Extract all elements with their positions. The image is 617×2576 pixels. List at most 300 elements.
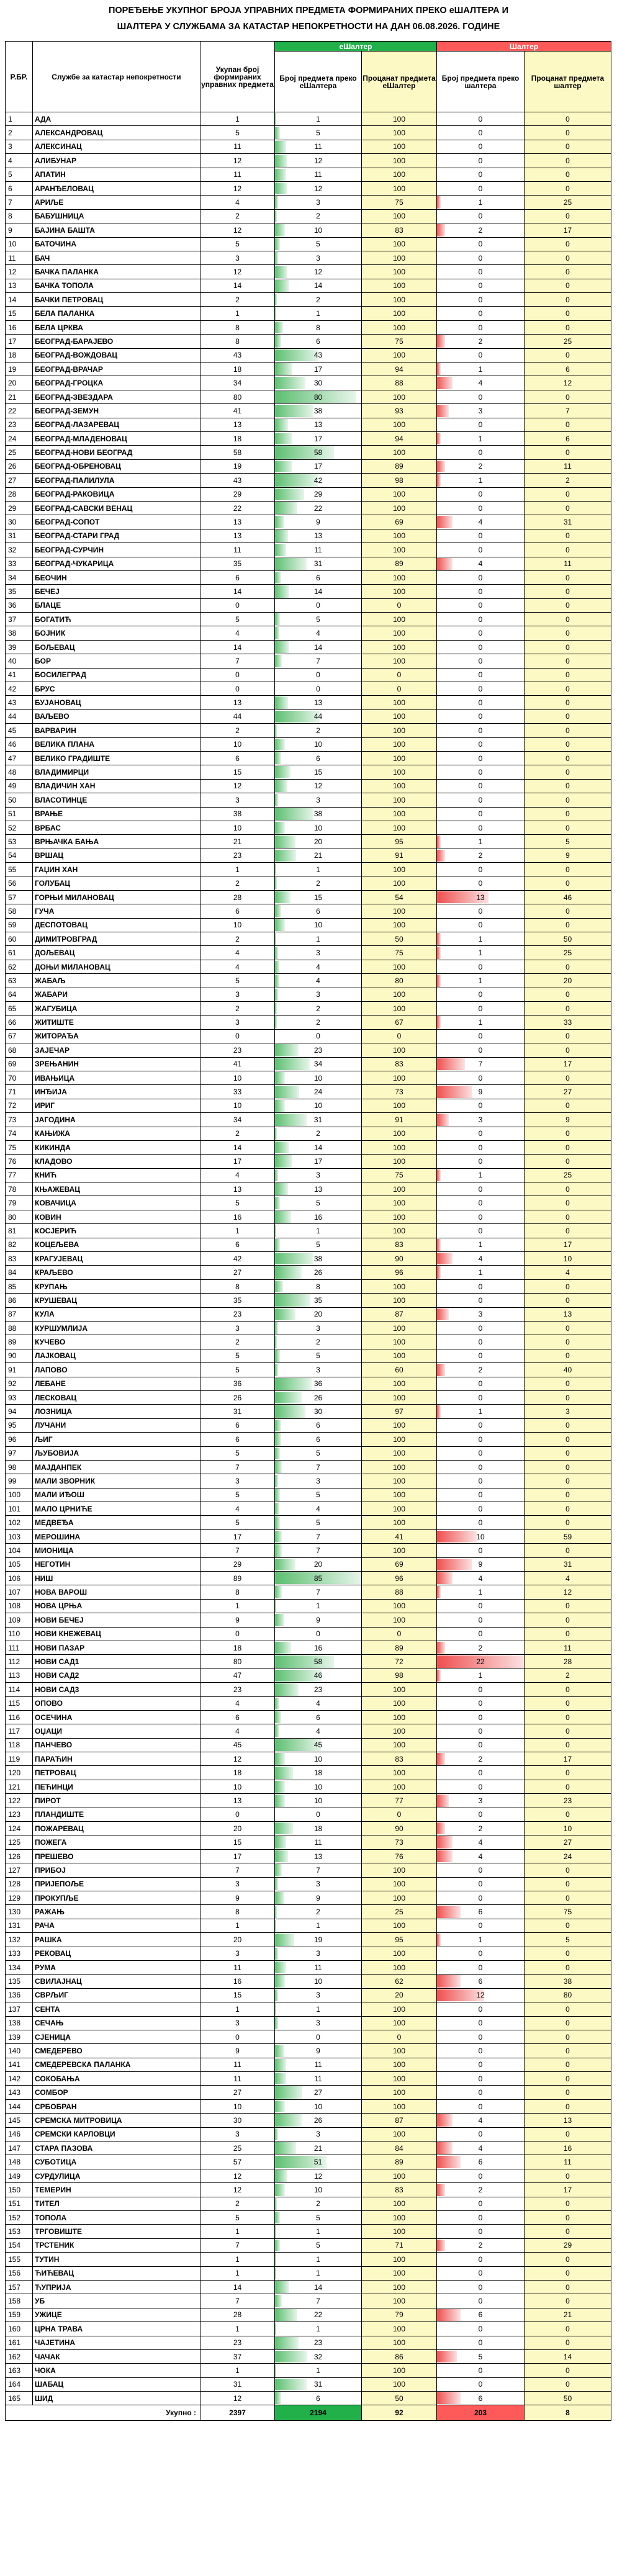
row-shalter-count xyxy=(437,2114,525,2127)
table-row xyxy=(6,2114,611,2127)
row-shalter-count-value: 0 xyxy=(478,1226,483,1235)
row-shalter-count xyxy=(437,1516,525,1529)
table-row xyxy=(6,1752,611,1766)
row-eshalter-percent: 73 xyxy=(362,1835,437,1849)
row-number: 110 xyxy=(6,1627,33,1641)
row-shalter-count-value: 0 xyxy=(478,1629,483,1639)
row-name: ОЏАЦИ xyxy=(33,1724,200,1738)
row-shalter-count-bar xyxy=(437,1114,449,1125)
row-name: МАЛИ ИЂОШ xyxy=(33,1488,200,1502)
row-total: 14 xyxy=(200,640,275,654)
table-row xyxy=(6,1822,611,1835)
row-shalter-count-bar xyxy=(437,1642,445,1654)
row-shalter-count xyxy=(437,1669,525,1682)
row-eshalter-count xyxy=(275,487,362,501)
row-shalter-count-value: 4 xyxy=(478,2143,483,2153)
row-shalter-count xyxy=(437,1252,525,1266)
row-shalter-percent: 59 xyxy=(525,1529,611,1543)
row-number: 131 xyxy=(6,1919,33,1932)
row-name: СТАРА ПАЗОВА xyxy=(33,2141,200,2155)
row-eshalter-count-value: 11 xyxy=(314,545,322,554)
row-shalter-count-value: 0 xyxy=(478,1184,483,1194)
row-shalter-count-bar xyxy=(437,933,441,945)
row-name: МАЛО ЦРНИЋЕ xyxy=(33,1502,200,1516)
row-shalter-percent: 0 xyxy=(525,654,611,668)
row-shalter-percent: 0 xyxy=(525,1780,611,1793)
row-total: 14 xyxy=(200,279,275,292)
row-eshalter-percent: 100 xyxy=(362,1210,437,1223)
row-eshalter-count xyxy=(275,1279,362,1293)
row-eshalter-count-value: 10 xyxy=(313,1754,323,1763)
row-eshalter-percent: 100 xyxy=(362,2072,437,2086)
row-eshalter-percent: 100 xyxy=(362,2086,437,2099)
row-shalter-percent: 28 xyxy=(525,1655,611,1669)
row-eshalter-count-value: 14 xyxy=(313,2282,323,2292)
row-total: 8 xyxy=(200,320,275,334)
table-row xyxy=(6,1669,611,1682)
row-shalter-count xyxy=(437,876,525,890)
row-name: КУРШУМЛИЈА xyxy=(33,1321,200,1335)
row-eshalter-count xyxy=(275,1863,362,1877)
row-number: 125 xyxy=(6,1835,33,1849)
row-eshalter-count xyxy=(275,1266,362,1279)
row-name: ТЕМЕРИН xyxy=(33,2183,200,2197)
table-row xyxy=(6,960,611,973)
row-total: 5 xyxy=(200,2210,275,2224)
row-shalter-count-value: 2 xyxy=(478,462,483,471)
row-shalter-count xyxy=(437,1710,525,1724)
row-shalter-count xyxy=(437,1210,525,1223)
row-eshalter-count xyxy=(275,1099,362,1112)
row-name: РУМА xyxy=(33,1960,200,1974)
row-eshalter-count xyxy=(275,1655,362,1669)
row-eshalter-percent: 75 xyxy=(362,335,437,348)
row-eshalter-count xyxy=(275,849,362,862)
row-shalter-count-value: 1 xyxy=(478,364,483,374)
row-shalter-percent: 0 xyxy=(525,613,611,626)
row-eshalter-percent: 100 xyxy=(362,168,437,181)
row-number: 57 xyxy=(6,890,33,904)
table-row xyxy=(6,779,611,793)
row-eshalter-count-bar xyxy=(275,2128,278,2140)
table-row xyxy=(6,363,611,376)
row-eshalter-count xyxy=(275,2114,362,2127)
row-eshalter-count xyxy=(275,1071,362,1084)
table-row xyxy=(6,793,611,807)
row-number: 148 xyxy=(6,2155,33,2169)
row-eshalter-count xyxy=(275,1057,362,1071)
row-eshalter-percent: 100 xyxy=(362,181,437,195)
row-shalter-count-value: 1 xyxy=(478,1671,483,1680)
row-shalter-count-value: 1 xyxy=(478,976,483,985)
row-name: ПАРАЋИН xyxy=(33,1752,200,1766)
row-shalter-count xyxy=(437,2169,525,2182)
row-number: 124 xyxy=(6,1822,33,1835)
row-number: 142 xyxy=(6,2072,33,2086)
row-number: 160 xyxy=(6,2322,33,2336)
row-shalter-count-value: 4 xyxy=(478,559,483,569)
row-eshalter-count xyxy=(275,1766,362,1780)
row-shalter-count xyxy=(437,446,525,459)
row-name: БОСИЛЕГРАД xyxy=(33,668,200,682)
row-number: 77 xyxy=(6,1168,33,1182)
row-eshalter-percent: 100 xyxy=(362,1599,437,1613)
row-name: ТОПОЛА xyxy=(33,2210,200,2224)
row-total: 2 xyxy=(200,209,275,223)
row-number: 25 xyxy=(6,446,33,459)
row-eshalter-percent: 100 xyxy=(362,1155,437,1168)
row-shalter-count-bar xyxy=(437,835,441,847)
row-eshalter-percent: 100 xyxy=(362,2099,437,2113)
row-shalter-count xyxy=(437,1321,525,1335)
row-eshalter-count-value: 17 xyxy=(313,462,323,471)
row-total: 2 xyxy=(200,932,275,946)
table-row xyxy=(6,418,611,431)
row-shalter-percent: 0 xyxy=(525,585,611,598)
row-number: 67 xyxy=(6,1029,33,1043)
row-eshalter-count-bar xyxy=(275,2212,280,2223)
row-name: БЕОГРАД-ОБРЕНОВАЦ xyxy=(33,459,200,473)
row-shalter-count xyxy=(437,1029,525,1043)
row-shalter-percent: 13 xyxy=(525,2114,611,2127)
row-shalter-count-value: 0 xyxy=(478,128,483,138)
row-total: 18 xyxy=(200,1766,275,1780)
row-eshalter-count-value: 3 xyxy=(316,2130,320,2139)
row-shalter-count-bar xyxy=(437,1169,441,1181)
row-name: АЛЕКСАНДРОВАЦ xyxy=(33,126,200,140)
row-number: 3 xyxy=(6,140,33,153)
row-shalter-count-bar xyxy=(437,1753,445,1765)
table-row xyxy=(6,1113,611,1127)
row-eshalter-count-value: 3 xyxy=(316,948,320,958)
row-eshalter-count-bar xyxy=(275,516,284,528)
row-shalter-count xyxy=(437,1113,525,1127)
row-eshalter-count-value: 1 xyxy=(316,2004,320,2014)
row-eshalter-count-value: 1 xyxy=(316,2227,320,2236)
row-eshalter-count xyxy=(275,2044,362,2058)
row-shalter-count xyxy=(437,2238,525,2252)
row-eshalter-percent: 100 xyxy=(362,1502,437,1516)
row-shalter-percent: 0 xyxy=(525,1002,611,1016)
row-number: 107 xyxy=(6,1585,33,1599)
row-total: 1 xyxy=(200,1919,275,1932)
row-total: 0 xyxy=(200,2030,275,2043)
row-shalter-count-value: 0 xyxy=(478,2060,483,2069)
row-number: 29 xyxy=(6,501,33,515)
row-name: КОВАЧИЦА xyxy=(33,1196,200,1210)
row-number: 113 xyxy=(6,1669,33,1682)
row-eshalter-count-value: 44 xyxy=(313,712,323,721)
row-name: НОВИ КНЕЖЕВАЦ xyxy=(33,1627,200,1641)
row-eshalter-count-value: 20 xyxy=(313,837,323,846)
row-name: КРУПАЊ xyxy=(33,1279,200,1293)
row-total: 13 xyxy=(200,529,275,543)
row-name: КИКИНДА xyxy=(33,1140,200,1154)
row-eshalter-count-bar xyxy=(275,127,280,138)
row-shalter-count-value: 0 xyxy=(478,2199,483,2209)
row-shalter-count xyxy=(437,1877,525,1891)
row-eshalter-percent: 100 xyxy=(362,876,437,890)
row-total: 12 xyxy=(200,265,275,279)
row-eshalter-count-bar xyxy=(275,1822,293,1834)
table-row xyxy=(6,1405,611,1418)
row-number: 141 xyxy=(6,2058,33,2071)
row-eshalter-percent: 100 xyxy=(362,1766,437,1780)
row-eshalter-percent: 100 xyxy=(362,140,437,153)
row-shalter-percent: 0 xyxy=(525,1710,611,1724)
row-number: 30 xyxy=(6,515,33,529)
row-shalter-percent: 11 xyxy=(525,2155,611,2169)
row-total: 29 xyxy=(200,487,275,501)
row-eshalter-percent: 100 xyxy=(362,418,437,431)
row-name: КАЊИЖА xyxy=(33,1127,200,1140)
row-eshalter-percent: 88 xyxy=(362,376,437,390)
row-eshalter-percent: 89 xyxy=(362,557,437,570)
row-total: 10 xyxy=(200,1780,275,1793)
row-eshalter-count-value: 23 xyxy=(313,1685,323,1694)
row-total: 26 xyxy=(200,1390,275,1404)
row-eshalter-percent: 100 xyxy=(362,307,437,320)
table-row xyxy=(6,1377,611,1390)
table-row xyxy=(6,863,611,876)
row-eshalter-count-value: 1 xyxy=(316,1226,320,1235)
row-eshalter-count xyxy=(275,1155,362,1168)
row-eshalter-percent: 87 xyxy=(362,1307,437,1321)
row-name: ПЕТРОВАЦ xyxy=(33,1766,200,1780)
row-shalter-count-value: 0 xyxy=(478,184,483,193)
table-row xyxy=(6,2169,611,2182)
row-eshalter-percent: 89 xyxy=(362,459,437,473)
row-name: АЛИБУНАР xyxy=(33,154,200,168)
row-shalter-percent: 6 xyxy=(525,431,611,445)
row-eshalter-count-bar xyxy=(275,1753,285,1765)
row-eshalter-count-bar xyxy=(275,280,289,292)
row-eshalter-count-bar xyxy=(275,530,288,542)
row-eshalter-count xyxy=(275,1168,362,1182)
row-shalter-count-value: 0 xyxy=(478,740,483,749)
row-shalter-percent: 0 xyxy=(525,501,611,515)
row-shalter-count xyxy=(437,1627,525,1641)
row-number: 56 xyxy=(6,876,33,890)
row-shalter-count-value: 12 xyxy=(476,1991,485,2000)
row-eshalter-percent: 20 xyxy=(362,1988,437,2002)
row-shalter-count-value: 0 xyxy=(478,309,483,318)
row-number: 143 xyxy=(6,2086,33,2099)
row-name: ОПОВО xyxy=(33,1696,200,1710)
row-number: 165 xyxy=(6,2392,33,2405)
row-total: 35 xyxy=(200,557,275,570)
row-eshalter-count-value: 5 xyxy=(316,1490,320,1500)
row-total: 5 xyxy=(200,1196,275,1210)
row-total: 6 xyxy=(200,1710,275,1724)
row-shalter-percent: 0 xyxy=(525,1279,611,1293)
table-row xyxy=(6,1572,611,1585)
row-shalter-count-bar xyxy=(437,1975,461,1987)
row-eshalter-count-value: 17 xyxy=(313,1156,323,1166)
row-shalter-count-value: 0 xyxy=(478,1518,483,1528)
table-row xyxy=(6,751,611,765)
row-eshalter-count xyxy=(275,1752,362,1766)
row-number: 85 xyxy=(6,1279,33,1293)
row-eshalter-count-bar xyxy=(275,1864,282,1876)
row-shalter-count-value: 0 xyxy=(478,1045,483,1055)
row-number: 95 xyxy=(6,1418,33,1432)
row-shalter-percent: 0 xyxy=(525,904,611,918)
row-eshalter-count-value: 2 xyxy=(316,726,320,735)
row-shalter-count xyxy=(437,570,525,584)
row-shalter-percent: 0 xyxy=(525,737,611,751)
row-name: АПАТИН xyxy=(33,168,200,181)
row-shalter-count xyxy=(437,1224,525,1238)
row-eshalter-count-bar xyxy=(275,947,278,958)
row-eshalter-count xyxy=(275,557,362,570)
row-shalter-percent: 0 xyxy=(525,751,611,765)
table-row xyxy=(6,2127,611,2141)
row-eshalter-count-value: 12 xyxy=(313,781,323,791)
row-eshalter-percent: 100 xyxy=(362,904,437,918)
row-shalter-percent: 9 xyxy=(525,849,611,862)
row-shalter-count-bar xyxy=(437,1253,453,1264)
row-name: НОВИ САД2 xyxy=(33,1669,200,1682)
row-eshalter-percent: 100 xyxy=(362,709,437,723)
row-shalter-percent: 0 xyxy=(525,1390,611,1404)
row-eshalter-count-bar xyxy=(275,919,285,931)
row-name: НОВИ БЕЧЕЈ xyxy=(33,1613,200,1627)
row-shalter-percent: 33 xyxy=(525,1016,611,1029)
row-name: ИВАЊИЦА xyxy=(33,1071,200,1084)
row-shalter-percent: 0 xyxy=(525,960,611,973)
row-shalter-count xyxy=(437,988,525,1001)
row-number: 133 xyxy=(6,1947,33,1960)
row-name: ШИД xyxy=(33,2392,200,2405)
row-total: 4 xyxy=(200,196,275,209)
row-total: 80 xyxy=(200,1655,275,1669)
row-eshalter-percent: 100 xyxy=(362,1863,437,1877)
row-shalter-count-value: 3 xyxy=(478,1310,483,1319)
row-eshalter-count-bar xyxy=(275,1086,299,1097)
row-eshalter-count xyxy=(275,2155,362,2169)
row-name: ПАНЧЕВО xyxy=(33,1738,200,1752)
row-shalter-count xyxy=(437,515,525,529)
row-shalter-count xyxy=(437,390,525,403)
row-eshalter-count-value: 9 xyxy=(316,2046,320,2055)
row-shalter-count xyxy=(437,1794,525,1808)
row-eshalter-percent: 100 xyxy=(362,2044,437,2058)
row-number: 34 xyxy=(6,570,33,584)
row-shalter-count xyxy=(437,487,525,501)
row-eshalter-percent: 88 xyxy=(362,1585,437,1599)
row-eshalter-count-value: 31 xyxy=(313,1115,323,1124)
row-name: ВЕЛИКО ГРАДИШТЕ xyxy=(33,751,200,765)
row-eshalter-count-bar xyxy=(275,1308,295,1320)
row-number: 36 xyxy=(6,598,33,612)
row-eshalter-count xyxy=(275,2183,362,2197)
row-number: 83 xyxy=(6,1252,33,1266)
row-shalter-count-bar xyxy=(437,1906,461,1917)
row-shalter-count-bar xyxy=(437,1559,472,1570)
row-shalter-count xyxy=(437,1335,525,1349)
row-name: ПОЖАРЕВАЦ xyxy=(33,1822,200,1835)
row-shalter-count-value: 0 xyxy=(478,726,483,735)
row-name: БЕОГРАД-НОВИ БЕОГРАД xyxy=(33,446,200,459)
table-row xyxy=(6,1933,611,1947)
row-shalter-percent: 0 xyxy=(525,2322,611,2336)
row-total: 28 xyxy=(200,890,275,904)
table-row xyxy=(6,2225,611,2238)
row-shalter-percent: 0 xyxy=(525,112,611,126)
row-eshalter-count xyxy=(275,793,362,807)
row-shalter-count-bar xyxy=(437,2156,461,2168)
row-total: 6 xyxy=(200,1433,275,1446)
row-eshalter-count xyxy=(275,237,362,251)
row-shalter-percent: 17 xyxy=(525,2183,611,2197)
row-shalter-count xyxy=(437,1613,525,1627)
row-shalter-count-value: 0 xyxy=(478,1504,483,1513)
row-eshalter-percent: 100 xyxy=(362,1294,437,1307)
row-shalter-count-value: 0 xyxy=(478,545,483,554)
row-name: ДОЊИ МИЛАНОВАЦ xyxy=(33,960,200,973)
row-shalter-percent: 17 xyxy=(525,1057,611,1071)
row-name: ВАРВАРИН xyxy=(33,724,200,737)
row-shalter-count-value: 3 xyxy=(478,1115,483,1124)
row-shalter-percent: 17 xyxy=(525,1238,611,1251)
row-eshalter-count-value: 24 xyxy=(313,1088,323,1097)
row-name: БЕОГРАД-ЗВЕЗДАРА xyxy=(33,390,200,403)
row-name: СОКОБАЊА xyxy=(33,2072,200,2086)
row-shalter-count-bar xyxy=(437,1822,445,1834)
row-shalter-count xyxy=(437,1641,525,1654)
row-eshalter-percent: 100 xyxy=(362,807,437,821)
row-shalter-count xyxy=(437,2072,525,2086)
row-number: 128 xyxy=(6,1877,33,1891)
row-shalter-percent: 0 xyxy=(525,1474,611,1488)
row-eshalter-count xyxy=(275,682,362,696)
row-name: АДА xyxy=(33,112,200,126)
row-shalter-count-value: 0 xyxy=(478,1476,483,1485)
row-eshalter-count-value: 0 xyxy=(316,670,320,680)
row-name: НОВА ЦРЊА xyxy=(33,1599,200,1613)
row-shalter-count-value: 0 xyxy=(478,253,483,263)
row-number: 151 xyxy=(6,2197,33,2210)
row-shalter-count xyxy=(437,779,525,793)
table-row xyxy=(6,737,611,751)
table-row xyxy=(6,1016,611,1029)
row-number: 122 xyxy=(6,1794,33,1808)
row-shalter-count-value: 0 xyxy=(478,1963,483,1972)
row-shalter-count xyxy=(437,2058,525,2071)
row-shalter-percent: 4 xyxy=(525,1572,611,1585)
row-name: ЧАЧАК xyxy=(33,2349,200,2363)
row-eshalter-count-value: 3 xyxy=(316,253,320,263)
row-shalter-count-bar xyxy=(437,1086,472,1097)
row-total: 23 xyxy=(200,1683,275,1696)
row-eshalter-count-value: 3 xyxy=(316,990,320,999)
row-eshalter-count-value: 1 xyxy=(316,2254,320,2264)
row-shalter-count xyxy=(437,668,525,682)
row-shalter-percent: 10 xyxy=(525,1822,611,1835)
row-eshalter-count-value: 4 xyxy=(316,1699,320,1708)
row-shalter-count-value: 0 xyxy=(478,142,483,151)
row-total: 16 xyxy=(200,1975,275,1988)
row-shalter-count-value: 0 xyxy=(478,2004,483,2014)
row-number: 155 xyxy=(6,2253,33,2266)
row-eshalter-count-bar xyxy=(275,2114,302,2126)
row-shalter-percent: 0 xyxy=(525,724,611,737)
row-shalter-count-value: 0 xyxy=(478,2297,483,2306)
row-eshalter-count-value: 14 xyxy=(313,587,323,596)
row-shalter-percent: 29 xyxy=(525,2238,611,2252)
row-eshalter-count xyxy=(275,529,362,543)
